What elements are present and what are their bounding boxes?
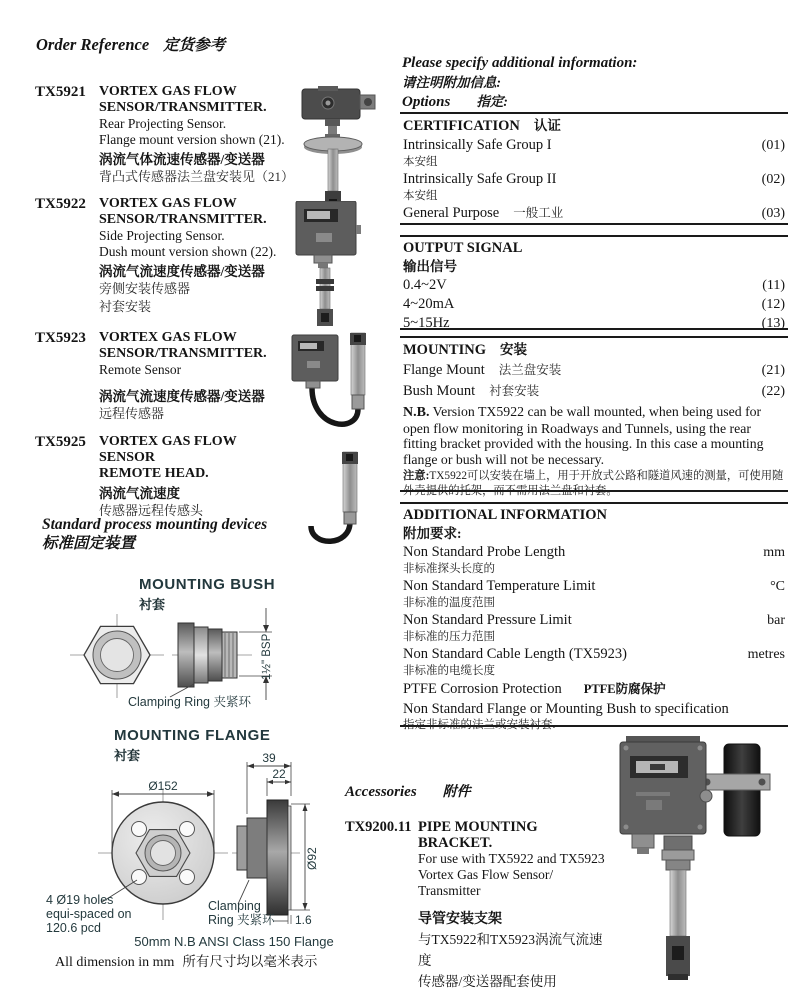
product-desc-line: Flange mount version shown (21). [99,132,285,147]
product-name-line: REMOTE HEAD. [99,466,209,481]
flange-clamping-label: Clamping [208,899,261,913]
section-title-zh: 输出信号 [403,259,457,274]
section-certification [400,112,788,225]
flange-holes-label: equi-spaced on [46,907,132,921]
product-code: TX5921 [35,84,86,100]
product-tx5922 [35,196,295,316]
note-prefix-zh: 注意: [403,470,430,482]
product-zh-line: 远程传感器 [99,406,165,421]
product-name-line: VORTEX GAS FLOW [99,196,237,211]
option-label: 5~15Hz [403,315,450,331]
bush-bsp-dimension: 1½" BSP [261,633,273,680]
product-zh-title: 涡流气流速度 [99,486,180,501]
section-heading [403,340,786,360]
standard-devices-zh: 标准固定装置 [42,535,136,552]
option-label-zh: 一般工业 [513,206,564,220]
option-label: Non Standard Probe Length [403,544,566,560]
section-title-zh: 附加要求: [403,526,462,541]
bush-title-zh: 衬套 [139,597,166,612]
option-unit: mm [763,545,785,560]
tx9200-photo [612,730,777,982]
section-title: MOUNTING [403,342,486,358]
product-code: TX5925 [35,434,86,450]
option-label: Intrinsically Safe Group II [403,171,557,187]
option-label: Bush Mount [403,383,476,399]
product-desc [99,84,295,186]
tx5925-photo [303,450,378,550]
accessories-title-en: Accessories [345,784,417,800]
flange-clamping-label: Ring 夹紧环 [208,913,275,927]
product-name-line: SENSOR/TRANSMITTER. [99,100,267,115]
product-code: TX5922 [35,196,86,212]
accessory-tx9200 [345,819,615,992]
option-sub-zh: 指定非标准的法兰或安装衬套. [403,719,556,731]
footer-zh: 所有尺寸均以毫米表示 [182,954,318,969]
product-name-line: VORTEX GAS FLOW SENSOR [99,434,237,465]
section-title-zh: 认证 [533,118,561,133]
mounting-note-zh [403,469,786,498]
product-desc-line: Remote Sensor [99,362,182,377]
option-unit: metres [747,647,785,662]
accessory-desc [418,819,615,992]
option-sub-zh: 本安组 [403,156,438,168]
product-name-line: VORTEX GAS FLOW [99,84,237,99]
product-zh-line: 衬套安装 [99,299,152,314]
option-label: Intrinsically Safe Group I [403,137,552,153]
tx5923-photo [288,331,393,447]
option-code: (22) [761,384,785,399]
options-label-zh: 指定: [476,94,508,109]
product-code: TX5923 [35,330,86,346]
option-label: 0.4~2V [403,277,447,293]
options-label: Options [402,94,451,110]
option-code: (02) [761,172,785,187]
option-sub-zh: 非标准的电缆长度 [403,665,495,677]
note-text: Version TX5922 can be wall mounted, when being used for open flow monitoring in Roadways and Tunnels, using the rear fitting bracket provided with the housing. In this case a mounting flange or bush will not be necessary. [403,404,764,467]
section-title: OUTPUT SIGNAL [403,240,523,256]
flange-caption: 50mm N.B ANSI Class 150 Flange [134,934,334,949]
option-sub-zh: 非标准的温度范围 [403,597,495,609]
option-row [403,645,786,664]
accessory-code: TX9200.11 [345,819,412,835]
bush-title: MOUNTING BUSH [139,576,276,593]
option-row [403,700,786,718]
section-mounting [400,336,788,497]
bush-clamping-label: Clamping Ring 夹紧环 [128,695,251,709]
product-tx5925 [35,434,295,520]
accessory-zh-line: 与TX5922和TX5923涡流气流速度 [418,932,603,968]
page-footer [55,950,317,971]
mounting-flange-drawing [42,752,382,950]
option-label: PTFE Corrosion Protection [403,681,562,697]
section-heading [403,116,786,136]
flange-d92-dimension: Ø92 [305,847,319,870]
flange-title-zh: 衬套 [114,748,141,763]
option-row [403,276,786,295]
flange-holes-label: 4 Ø19 holes [46,893,114,907]
option-code: (21) [761,363,785,378]
mounting-bush-drawing [66,604,306,722]
flange-39-dimension: 39 [262,752,276,765]
product-name-line: VORTEX GAS FLOW [99,330,237,345]
product-desc-line: Side Projecting Sensor. [99,228,225,243]
option-row [403,295,786,314]
option-label-zh: 衬套安装 [489,384,540,398]
accessories-title-zh: 附件 [442,785,471,800]
option-row [403,543,786,562]
option-code: (13) [761,316,785,331]
product-desc [99,330,295,423]
option-sub-zh: 本安组 [403,190,438,202]
product-tx5923 [35,330,295,423]
footer-en: All dimension in mm [55,955,175,970]
option-label: Non Standard Temperature Limit [403,578,596,594]
note-text-zh: TX5922可以安装在墙上，用于开放式公路和隧道风速的测量，可使用随外壳提供的托架，而不需用法兰盘和衬套。 [403,470,784,497]
page-title [36,33,225,55]
option-sub-zh: 非标准的压力范围 [403,631,495,643]
flange-22-dimension: 22 [272,767,286,781]
option-label: 4~20mA [403,296,455,312]
option-label-zh: PTFE防腐保护 [583,682,666,696]
option-code: (01) [761,138,785,153]
section-output-signal [400,235,788,330]
product-desc [99,434,295,520]
option-label: General Purpose [403,205,500,221]
option-row [403,314,786,333]
option-label-zh: 法兰盘安装 [498,363,562,377]
intro-options-line [402,92,788,112]
standard-devices-title [42,515,267,553]
product-zh-line: 传感器远程传感头 [99,503,204,518]
page-title-zh: 定货参考 [163,37,226,54]
option-code: (12) [761,297,785,312]
options-intro [402,54,788,112]
accessory-zh-title: 导管安装支架 [418,912,502,927]
option-row [403,204,786,223]
option-unit: bar [767,613,785,628]
option-label: Non Standard Pressure Limit [403,612,572,628]
product-desc [99,196,295,316]
product-zh-line: 旁侧安装传感器 [99,281,191,296]
option-row [403,360,786,381]
product-zh-title: 涡流气流速度传感器/变送器 [99,389,265,404]
option-sub-zh: 非标准探头长度的 [403,563,495,575]
option-label: Non Standard Flange or Mounting Bush to specification [403,701,729,717]
option-code: (03) [761,206,785,221]
option-unit: °C [770,579,785,594]
section-title: CERTIFICATION [403,118,520,134]
product-zh-title: 涡流气流速度传感器/变送器 [99,264,265,279]
intro-line-en: Please specify additional information: [402,55,638,71]
intro-line-zh: 请注明附加信息: [402,75,501,90]
product-zh-title: 涡流气体流速传感器/变送器 [99,152,265,167]
section-title-zh: 安装 [499,342,527,357]
tx5922-photo [290,201,390,326]
flange-holes-label: 120.6 pcd [46,921,101,935]
accessory-desc-line: Vortex Gas Flow Sensor/ Transmitter [418,867,554,898]
flange-d152-dimension: Ø152 [148,779,178,793]
option-label: Non Standard Cable Length (TX5923) [403,646,627,662]
product-tx5921 [35,84,295,186]
accessory-name: PIPE MOUNTING BRACKET. [418,819,538,851]
mounting-note-en [403,404,786,467]
product-name-line: SENSOR/TRANSMITTER. [99,346,267,361]
option-row [403,170,786,189]
accessory-desc-line: For use with TX5922 and TX5923 [418,851,605,866]
option-row [403,136,786,155]
option-row [403,611,786,630]
flange-16-dimension: 1.6 [295,913,312,927]
option-row-ptfe [403,679,786,700]
page-title-en: Order Reference [36,35,150,54]
product-desc-line: Dush mount version shown (22). [99,244,277,259]
accessory-zh-line: 传感器/变送器配套使用 [418,974,557,989]
option-row [403,577,786,596]
product-desc-line: Rear Projecting Sensor. [99,116,227,131]
option-label: Flange Mount [403,362,485,378]
product-name-line: SENSOR/TRANSMITTER. [99,212,267,227]
section-additional-information [400,502,788,731]
option-row [403,381,786,402]
note-prefix: N.B. [403,405,430,420]
option-code: (11) [762,278,785,293]
accessories-title [345,781,471,801]
section-title: ADDITIONAL INFORMATION [403,507,607,523]
flange-title: MOUNTING FLANGE [114,727,271,744]
product-zh-line: 背凸式传感器法兰盘安装见（21） [99,169,295,184]
standard-devices-en: Standard process mounting devices [42,516,268,533]
